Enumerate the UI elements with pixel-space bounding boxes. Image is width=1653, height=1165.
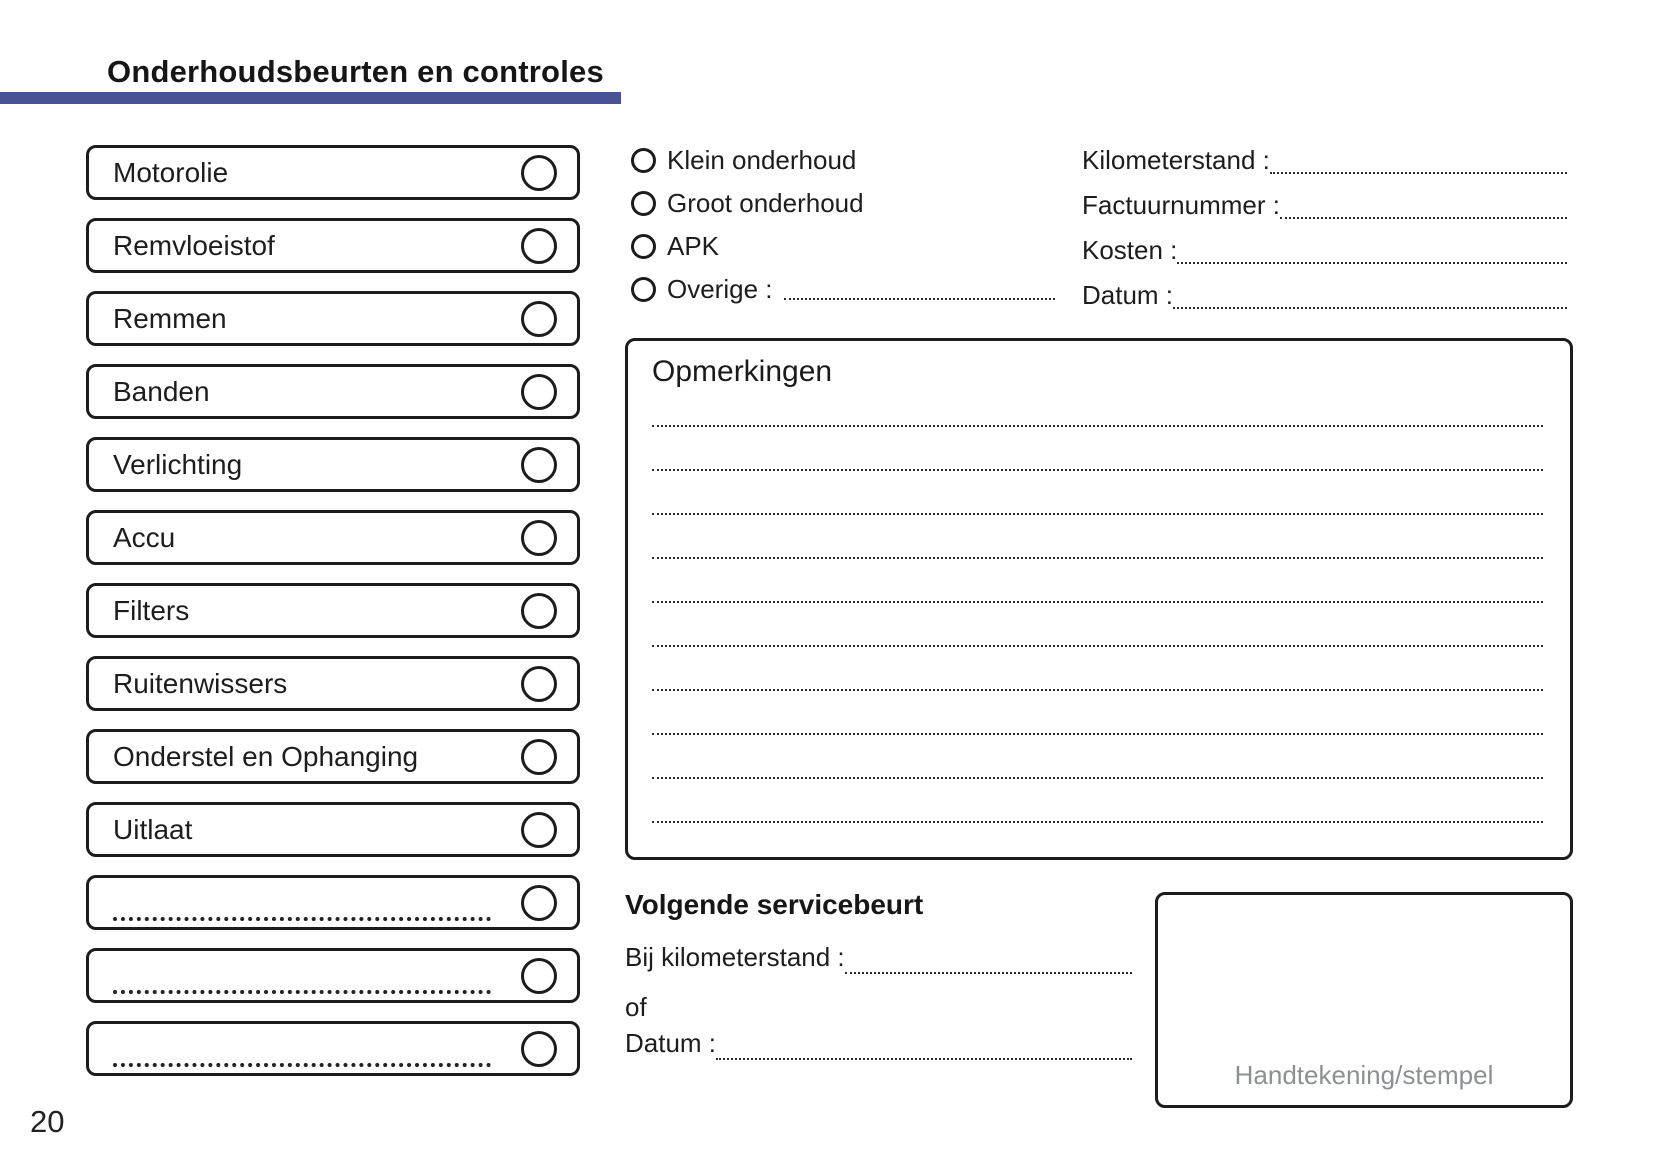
- checklist-item-label: Ruitenwissers: [113, 667, 288, 699]
- checklist-item-label: Banden: [113, 375, 210, 407]
- check-circle-icon[interactable]: [521, 301, 557, 337]
- next-service-date-label: Datum :: [625, 1028, 717, 1058]
- remarks-dotted-line[interactable]: [652, 691, 1543, 735]
- invoice-field-row: [1082, 146, 1567, 174]
- service-type-option: [631, 145, 1055, 175]
- check-circle-icon[interactable]: [521, 1031, 557, 1067]
- checklist-item-label: Remvloeistof: [113, 229, 275, 261]
- service-type-option: [631, 274, 1055, 304]
- next-service-or-row: [625, 988, 1132, 1024]
- check-circle-icon[interactable]: [521, 885, 557, 921]
- remarks-dotted-line[interactable]: [652, 471, 1543, 515]
- remarks-title: Opmerkingen: [652, 355, 833, 388]
- check-circle-icon[interactable]: [521, 447, 557, 483]
- next-service-date-row: [625, 1024, 1132, 1060]
- service-type-option-label: Overige :: [667, 274, 773, 304]
- service-type-option: [631, 231, 1055, 261]
- invoice-field-fill-line[interactable]: [1177, 238, 1567, 264]
- checklist-row: [86, 656, 580, 711]
- next-service-date-fill-line[interactable]: [716, 1030, 1132, 1060]
- invoice-field-fill-line[interactable]: [1280, 193, 1567, 219]
- checklist-row: [86, 510, 580, 565]
- maintenance-checklist: [86, 145, 580, 1076]
- check-circle-icon[interactable]: [521, 739, 557, 775]
- checklist-row: [86, 364, 580, 419]
- invoice-fields-group: [1082, 146, 1567, 309]
- next-service-km-fill-line[interactable]: [845, 944, 1132, 974]
- checklist-item-label: Verlichting: [113, 448, 243, 480]
- checklist-row: [86, 218, 580, 273]
- service-type-fill-in-line[interactable]: [784, 279, 1056, 300]
- check-circle-icon[interactable]: [521, 666, 557, 702]
- checklist-item-label: Onderstel en Ophanging: [113, 740, 419, 772]
- checklist-item-label: Uitlaat: [113, 813, 193, 845]
- check-circle-icon[interactable]: [521, 374, 557, 410]
- invoice-field-row: [1082, 236, 1567, 264]
- checklist-row: [86, 437, 580, 492]
- title-underline-bar: [0, 92, 621, 104]
- checklist-row: [86, 948, 580, 1003]
- next-service-section: [625, 888, 1132, 1060]
- remarks-dotted-line[interactable]: [652, 383, 1543, 427]
- check-circle-icon[interactable]: [521, 155, 557, 191]
- page-title: Onderhoudsbeurten en controles: [107, 54, 604, 89]
- next-service-or-label: of: [625, 992, 647, 1022]
- invoice-field-label: Kilometerstand :: [1082, 145, 1270, 175]
- check-circle-icon[interactable]: [521, 958, 557, 994]
- invoice-field-label: Kosten :: [1082, 235, 1178, 265]
- invoice-field-fill-line[interactable]: [1173, 283, 1567, 309]
- next-service-km-row: [625, 936, 1132, 974]
- checklist-item-label: Accu: [113, 521, 176, 553]
- checklist-fill-in-line[interactable]: [113, 958, 491, 994]
- checklist-row: [86, 583, 580, 638]
- checklist-row: [86, 145, 580, 200]
- checklist-row: [86, 802, 580, 857]
- check-circle-icon[interactable]: [521, 228, 557, 264]
- checklist-row: [86, 1021, 580, 1076]
- service-type-option-label: APK: [667, 231, 720, 261]
- radio-circle-icon[interactable]: [631, 234, 656, 259]
- invoice-field-row: [1082, 191, 1567, 219]
- remarks-dotted-line[interactable]: [652, 559, 1543, 603]
- remarks-dotted-line[interactable]: [652, 779, 1543, 823]
- remarks-box: [625, 338, 1573, 860]
- next-service-title: Volgende servicebeurt: [625, 889, 924, 920]
- service-type-option-label: Groot onderhoud: [667, 188, 864, 218]
- checklist-item-label: Remmen: [113, 302, 227, 334]
- invoice-field-label: Datum :: [1082, 280, 1174, 310]
- remarks-dotted-line[interactable]: [652, 647, 1543, 691]
- signature-stamp-label: Handtekening/stempel: [1234, 1060, 1494, 1090]
- service-type-option: [631, 188, 1055, 218]
- checklist-fill-in-line[interactable]: [113, 1031, 491, 1067]
- remarks-write-area[interactable]: [652, 383, 1543, 823]
- checklist-row: [86, 291, 580, 346]
- invoice-field-label: Factuurnummer :: [1082, 190, 1280, 220]
- invoice-field-row: [1082, 281, 1567, 309]
- radio-circle-icon[interactable]: [631, 277, 656, 302]
- remarks-dotted-line[interactable]: [652, 427, 1543, 471]
- checklist-row: [86, 729, 580, 784]
- remarks-dotted-line[interactable]: [652, 515, 1543, 559]
- radio-circle-icon[interactable]: [631, 148, 656, 173]
- check-circle-icon[interactable]: [521, 520, 557, 556]
- checklist-item-label: Filters: [113, 594, 190, 626]
- signature-stamp-box[interactable]: [1155, 892, 1573, 1108]
- next-service-km-label: Bij kilometerstand :: [625, 942, 845, 972]
- remarks-dotted-line[interactable]: [652, 735, 1543, 779]
- checklist-fill-in-line[interactable]: [113, 885, 491, 921]
- service-type-group: [631, 145, 1055, 304]
- remarks-dotted-line[interactable]: [652, 603, 1543, 647]
- radio-circle-icon[interactable]: [631, 191, 656, 216]
- check-circle-icon[interactable]: [521, 812, 557, 848]
- invoice-field-fill-line[interactable]: [1270, 148, 1567, 174]
- service-type-option-label: Klein onderhoud: [667, 145, 857, 175]
- checklist-item-label: Motorolie: [113, 156, 229, 188]
- page-number: 20: [30, 1104, 65, 1139]
- checklist-row: [86, 875, 580, 930]
- check-circle-icon[interactable]: [521, 593, 557, 629]
